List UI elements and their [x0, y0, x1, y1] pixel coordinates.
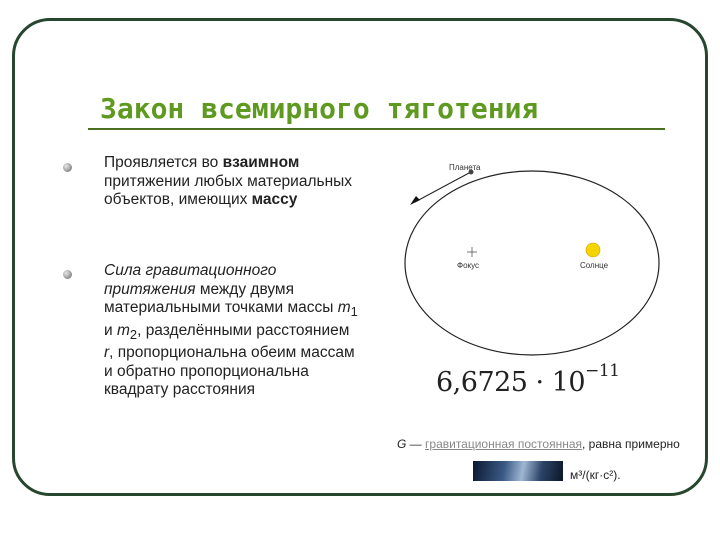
bullet-2-part1: Сила гравитационного притяжения	[104, 262, 277, 298]
formula-image-thumbnail	[473, 461, 563, 481]
bullet-text-2	[104, 262, 359, 400]
mass-index-2: 2	[129, 326, 138, 342]
bullet-2-and: и	[104, 321, 117, 339]
slide-title: Закон всемирного тяготения	[100, 92, 539, 125]
sun-label: Солнце	[580, 261, 609, 270]
distance-symbol: r	[104, 344, 110, 362]
bullet-dot	[63, 270, 72, 279]
mass-symbol-1: m	[337, 299, 351, 316]
planet-label: Планета	[449, 163, 481, 172]
velocity-arrowhead-icon	[410, 196, 420, 205]
title-underline	[88, 128, 665, 130]
bullet-2-part2: между двумя материальными точками массы	[104, 280, 338, 316]
bullet-text-1	[104, 154, 359, 210]
bullet-1-bold-2: массу	[251, 191, 298, 208]
orbit-diagram	[395, 150, 670, 365]
g-note-prefix: G —	[397, 437, 426, 451]
orbit-ellipse	[405, 171, 659, 355]
formula-mantissa: 6,6725 · 10	[436, 367, 586, 398]
gravitational-constant-value	[436, 361, 620, 398]
g-note-unit: м³/(кг·с²).	[570, 468, 621, 482]
mass-symbol-2: m	[116, 321, 130, 339]
bullet-2-part4: , пропорциональна обеим массам и обратно пропорциональна квадрату расстояния	[104, 344, 355, 399]
g-note-suffix: , равна примерно	[582, 437, 680, 451]
bullet-1-bold-1: взаимном	[222, 154, 300, 171]
bullet-1-pre: Проявляется во	[104, 154, 223, 171]
bullet-1-mid: притяжении любых материальных объектов, имеющих	[104, 172, 353, 208]
sun-icon	[586, 243, 600, 257]
gravitational-constant-link[interactable]: гравитационная постоянная	[425, 437, 582, 451]
g-note	[397, 436, 697, 452]
focus-label: Фокус	[457, 261, 480, 270]
bullet-2-part3: , разделёнными расстоянием	[137, 321, 350, 339]
bullet-dot	[63, 163, 72, 172]
mass-index-1: 1	[350, 304, 358, 320]
formula-exponent: −11	[585, 361, 620, 381]
